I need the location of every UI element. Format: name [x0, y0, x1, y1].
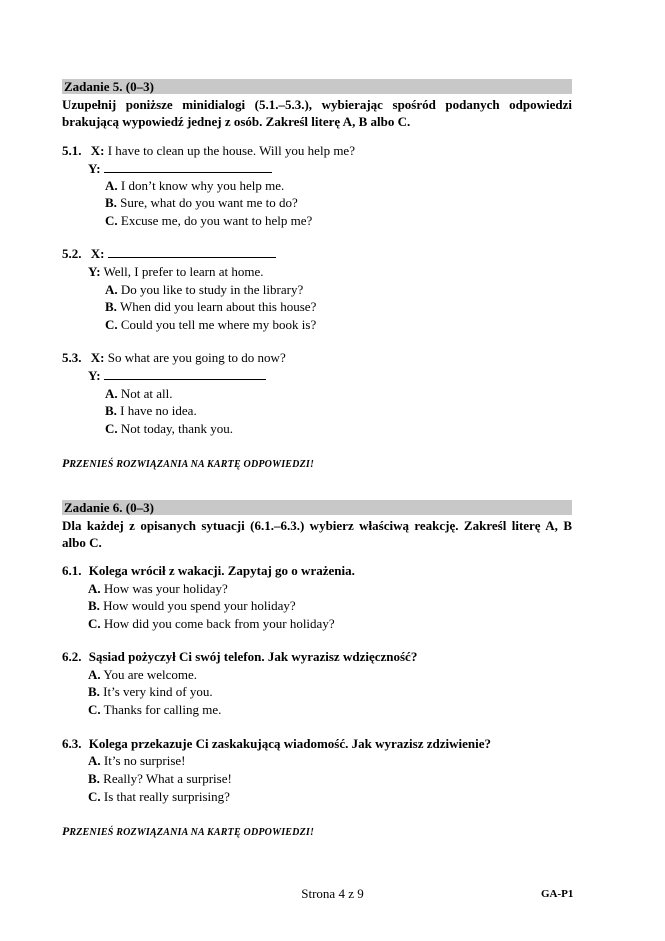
- option-b[interactable]: [105, 195, 298, 211]
- option-text: Sure, what do you want me to do?: [120, 195, 298, 210]
- option-text: Thanks for calling me.: [103, 702, 222, 717]
- option-letter: B.: [105, 299, 117, 314]
- option-text: Do you like to study in the library?: [120, 282, 304, 297]
- option-text: Not today, thank you.: [120, 421, 234, 436]
- option-letter: A.: [105, 386, 118, 401]
- option-letter: B.: [88, 684, 100, 699]
- option-b[interactable]: [105, 299, 316, 315]
- situation-text: Kolega przekazuje Ci zaskakującą wiadomość. Jak wyrazisz zdziwienie?: [88, 736, 491, 751]
- item-5-1-y-line: [88, 161, 272, 177]
- option-b[interactable]: [88, 598, 296, 614]
- item-number: 5.3.: [62, 350, 82, 365]
- option-c[interactable]: [88, 702, 221, 718]
- speaker-y: Y:: [88, 368, 101, 383]
- transfer-first-letter: P: [62, 824, 70, 838]
- option-c[interactable]: [105, 213, 312, 229]
- option-letter: C.: [88, 702, 101, 717]
- option-letter: A.: [88, 581, 101, 596]
- speaker-x: X:: [90, 350, 105, 365]
- speaker-y: Y:: [88, 264, 101, 279]
- transfer-rest: RZENIEŚ ROZWIĄZANIA NA KARTĘ ODPOWIEDZI!: [69, 827, 315, 838]
- option-letter: B.: [88, 598, 100, 613]
- option-text: Could you tell me where my book is?: [120, 317, 317, 332]
- item-number: 6.2.: [62, 649, 82, 664]
- option-letter: A.: [105, 178, 118, 193]
- option-text: Really? What a surprise!: [103, 771, 232, 786]
- task5-header: [62, 79, 572, 94]
- option-text: It’s no surprise!: [103, 753, 186, 768]
- answer-blank[interactable]: [104, 368, 266, 380]
- option-b[interactable]: [105, 403, 197, 419]
- item-6-3-situation: [62, 736, 491, 752]
- option-text: How would you spend your holiday?: [103, 598, 296, 613]
- option-text: How did you come back from your holiday?: [103, 616, 335, 631]
- option-text: How was your holiday?: [103, 581, 228, 596]
- option-text: Excuse me, do you want to help me?: [120, 213, 313, 228]
- item-number: 5.2.: [62, 246, 82, 261]
- option-text: When did you learn about this house?: [119, 299, 317, 314]
- item-number: 5.1.: [62, 143, 82, 158]
- option-text: It’s very kind of you.: [103, 684, 213, 699]
- speaker-x: X:: [90, 143, 105, 158]
- exam-code: GA-P1: [541, 888, 574, 900]
- option-text: I have no idea.: [120, 403, 197, 418]
- answer-blank[interactable]: [104, 161, 272, 173]
- option-a[interactable]: [88, 667, 197, 683]
- option-letter: C.: [88, 789, 101, 804]
- item-5-3-x-line: [62, 350, 286, 366]
- option-c[interactable]: [105, 317, 316, 333]
- item-5-2-x-line: [62, 246, 276, 262]
- option-c[interactable]: [105, 421, 233, 437]
- item-5-2-y-line: [88, 264, 263, 280]
- task5-title: Zadanie 5. (0–3): [64, 79, 154, 94]
- option-c[interactable]: [88, 789, 230, 805]
- option-b[interactable]: [88, 771, 232, 787]
- option-letter: C.: [88, 616, 101, 631]
- item-6-1-situation: [62, 563, 355, 579]
- option-letter: C.: [105, 213, 118, 228]
- task6-title: Zadanie 6. (0–3): [64, 500, 154, 515]
- item-6-2-situation: [62, 649, 417, 665]
- item-number: 6.3.: [62, 736, 82, 751]
- dialogue-text: I have to clean up the house. Will you help me?: [107, 143, 355, 158]
- option-letter: A.: [105, 282, 118, 297]
- option-text: Not at all.: [120, 386, 173, 401]
- speaker-x: X:: [90, 246, 105, 261]
- option-text: You are welcome.: [103, 667, 198, 682]
- option-b[interactable]: [88, 684, 213, 700]
- situation-text: Sąsiad pożyczył Ci swój telefon. Jak wyrazisz wdzięczność?: [88, 649, 418, 664]
- task6-header: [62, 500, 572, 515]
- option-text: I don’t know why you help me.: [120, 178, 285, 193]
- option-letter: B.: [105, 403, 117, 418]
- option-text: Is that really surprising?: [103, 789, 230, 804]
- transfer-note-5: [62, 456, 314, 471]
- item-5-3-y-line: [88, 368, 266, 384]
- option-a[interactable]: [105, 178, 284, 194]
- transfer-note-6: [62, 824, 314, 839]
- option-letter: B.: [88, 771, 100, 786]
- answer-blank[interactable]: [108, 246, 276, 258]
- page-number: Strona 4 z 9: [301, 886, 364, 901]
- dialogue-text: Well, I prefer to learn at home.: [103, 264, 264, 279]
- dialogue-text: So what are you going to do now?: [107, 350, 286, 365]
- option-letter: B.: [105, 195, 117, 210]
- transfer-rest: RZENIEŚ ROZWIĄZANIA NA KARTĘ ODPOWIEDZI!: [69, 459, 315, 470]
- option-letter: A.: [88, 753, 101, 768]
- task5-instruction: Uzupełnij poniższe minidialogi (5.1.–5.3.), wybierając spośród podanych odpowiedzi brakującą wypowiedź jednej z osób. Zakreśl literę A, B albo C.: [62, 97, 572, 129]
- situation-text: Kolega wrócił z wakacji. Zapytaj go o wrażenia.: [88, 563, 355, 578]
- speaker-y: Y:: [88, 161, 101, 176]
- option-c[interactable]: [88, 616, 335, 632]
- task6-instruction: Dla każdej z opisanych sytuacji (6.1.–6.3.) wybierz właściwą reakcję. Zakreśl literę A, B albo C.: [62, 518, 572, 550]
- option-letter: A.: [88, 667, 101, 682]
- option-a[interactable]: [105, 386, 173, 402]
- item-number: 6.1.: [62, 563, 82, 578]
- item-5-1-x-line: [62, 143, 355, 159]
- option-letter: C.: [105, 317, 118, 332]
- option-letter: C.: [105, 421, 118, 436]
- option-a[interactable]: [105, 282, 303, 298]
- option-a[interactable]: [88, 753, 186, 769]
- option-a[interactable]: [88, 581, 228, 597]
- transfer-first-letter: P: [62, 456, 70, 470]
